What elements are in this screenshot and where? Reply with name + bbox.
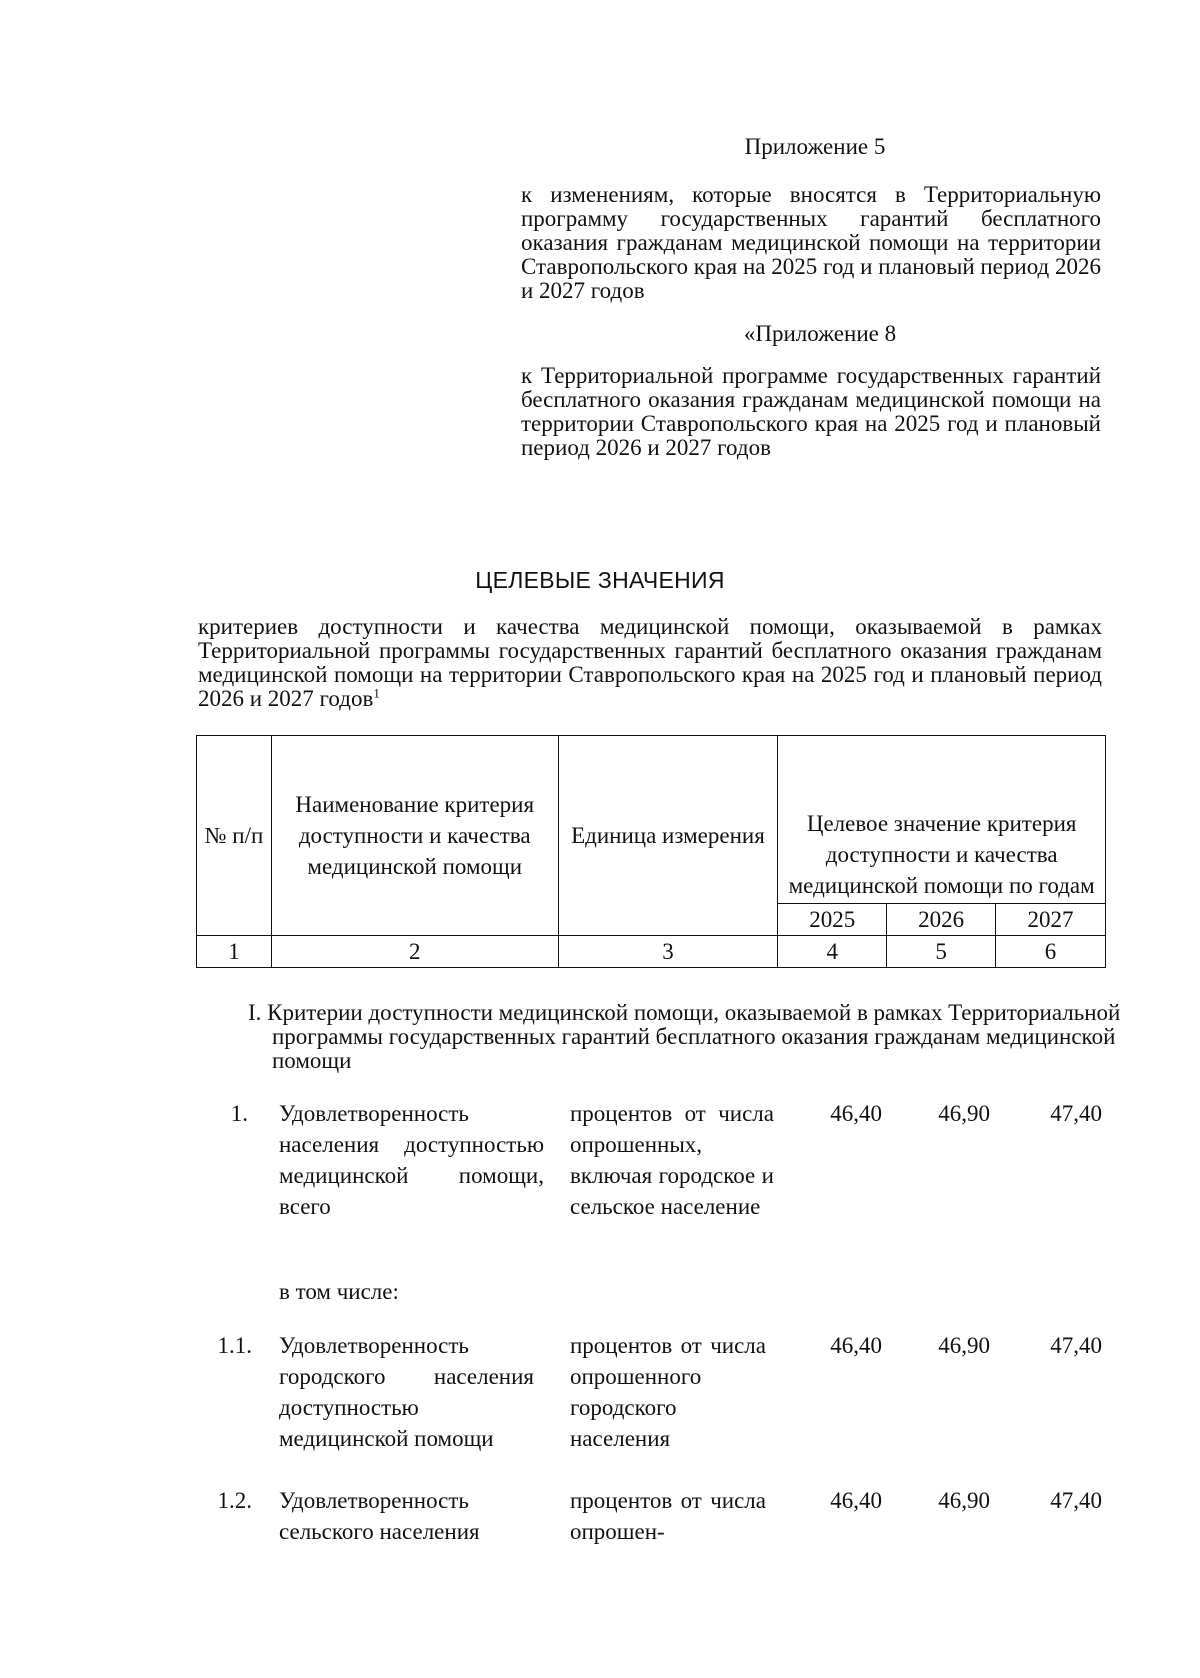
section-1-title: I. Критерии доступности медицинской помощи, оказываемой в рамках Территориальной программы государственных гарантий бесплатного оказания гражданам медицинской помощи — [248, 1000, 1121, 1073]
row-1-1-unit: процентов от числа опрошенного городского населения — [570, 1333, 766, 1451]
appendix-5-text: к изменениям, которые вносятся в Территориальную программу государственных гарантий бесплатного оказания гражданам медицинской помощи на территории Ставропольского края на 2025 год и плановый период 2026 и 2027 годов — [521, 182, 1101, 303]
row-1-2-value-2025: 46,40 — [830, 1488, 882, 1513]
row-1-2-value-2027: 47,40 — [1050, 1488, 1102, 1513]
col-number-6: 6 — [996, 936, 1106, 968]
row-1-1-value-2026: 46,90 — [938, 1333, 990, 1358]
col-number-5: 5 — [887, 936, 996, 968]
row-1-value-2025: 46,40 — [830, 1101, 882, 1126]
row-1-value-2026: 46,90 — [938, 1101, 990, 1126]
row-1-unit: процентов от числа опрошенных, включая городское и сельское население — [570, 1101, 774, 1219]
row-1-name: Удовлетворенность населения доступностью медицинской помощи, всего — [279, 1101, 544, 1219]
row-1-2-name: Удовлетворенность сельского населения — [279, 1488, 480, 1544]
header-col-number: № п/п — [197, 736, 272, 936]
header-col-target: Целевое значение критерия доступности и качества медицинской помощи по годам — [778, 736, 1106, 904]
row-1-value-2027: 47,40 — [1050, 1101, 1102, 1126]
header-col-name: Наименование критерия доступности и качества медицинской помощи — [271, 736, 558, 936]
row-1-2-number: 1.2. — [217, 1488, 252, 1513]
appendix-5-title: Приложение 5 — [744, 134, 886, 159]
header-year-2027: 2027 — [996, 904, 1106, 936]
appendix-8-text: к Территориальной программе государственных гарантий бесплатного оказания гражданам медицинской помощи на территории Ставропольского края на 2025 год и плановый период 2026 и 2027 годов — [521, 363, 1101, 460]
row-1-1-name: Удовлетворенность городского населения доступностью медицинской помощи — [279, 1333, 534, 1451]
col-number-4: 4 — [778, 936, 887, 968]
row-1-number: 1. — [230, 1101, 248, 1126]
appendix-8-title: «Приложение 8 — [743, 321, 897, 346]
row-1-2-value-2026: 46,90 — [938, 1488, 990, 1513]
row-1-1-value-2025: 46,40 — [830, 1333, 882, 1358]
col-number-2: 2 — [271, 936, 558, 968]
header-col-unit: Единица измерения — [558, 736, 778, 936]
col-number-1: 1 — [197, 936, 272, 968]
row-1-1-value-2027: 47,40 — [1050, 1333, 1102, 1358]
document-subtitle — [198, 615, 1102, 711]
header-year-2026: 2026 — [887, 904, 996, 936]
document-subtitle-text: критериев доступности и качества медицинской помощи, оказываемой в рамках Территориальной программы государственных гарантий бесплатного оказания гражданам медицинской помощи на территории Ставропольского края на 2025 год и плановый период 2026 и 2027 годов — [198, 614, 1102, 711]
criteria-header-table — [196, 735, 1106, 968]
in-that-number-label: в том числе: — [279, 1279, 399, 1304]
header-year-2025: 2025 — [778, 904, 887, 936]
footnote-mark: 1 — [373, 685, 380, 701]
col-number-3: 3 — [558, 936, 778, 968]
row-1-2-unit: процентов от числа опрошен- — [570, 1488, 766, 1544]
document-title: ЦЕЛЕВЫЕ ЗНАЧЕНИЯ — [475, 567, 725, 593]
row-1-1-number: 1.1. — [217, 1333, 252, 1358]
